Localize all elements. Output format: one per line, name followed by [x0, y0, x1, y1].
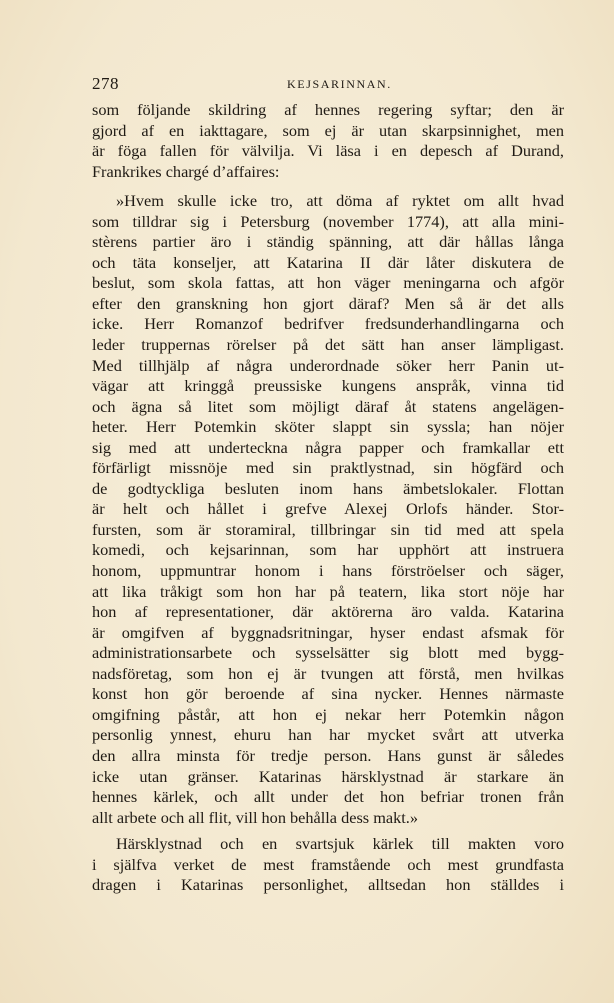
text-line: icke utan gränser. Katarinas härsklystnad är starkare än	[92, 766, 564, 786]
text-line: är helt och hållet i grefve Alexej Orlofs händer. Stor-	[92, 499, 564, 519]
text-line: dragen i Katarinas personlighet, alltsedan hon ställdes i	[92, 875, 564, 895]
text-line: administrationsarbete och sysselsätter sig blott med bygg-	[92, 643, 564, 663]
text-line: icke. Herr Romanzof bedrifver fredsunderhandlingarna och	[92, 314, 564, 334]
text-line: hon af representationer, där aktörerna äro valda. Katarina	[92, 602, 564, 622]
text-line: leder truppernas rörelser på det sätt han anser lämpligast.	[92, 335, 564, 355]
body-text	[92, 100, 564, 896]
text-line: nadsföretag, som hon ej är tvungen att förstå, men hvilkas	[92, 663, 564, 683]
text-line: den allra minsta för tredje person. Hans gunst är således	[92, 745, 564, 765]
text-line: efter den granskning hon gjort däraf? Men så är det alls	[92, 293, 564, 313]
text-line: Frankrikes chargé d’affaires:	[92, 161, 280, 181]
text-line: gjord af en iakttagare, som ej är utan skarpsinnighet, men	[92, 120, 564, 140]
text-line: hennes kärlek, och allt under det hon befriar tronen från	[92, 787, 564, 807]
paragraph-conclusion	[92, 834, 564, 896]
text-line: stèrens partier äro i ständig spänning, att där hållas långa	[92, 232, 564, 252]
text-line: heter. Herr Potemkin sköter slappt sin syssla; han nöjer	[92, 417, 564, 437]
text-line: beslut, som skola fattas, att hon väger meningarna och afgör	[92, 273, 564, 293]
text-line: som följande skildring af hennes regering syftar; den är	[92, 100, 564, 119]
text-line: fursten, som är storamiral, tillbringar sin tid med att spela	[92, 519, 564, 539]
text-line: allt arbete och all flit, vill hon behålla dess makt.»	[92, 807, 418, 827]
text-line: omgifning påstår, att hon ej nekar herr Potemkin någon	[92, 704, 564, 724]
page-number: 278	[92, 74, 119, 93]
paragraph-quote	[92, 191, 564, 828]
text-line: förfärligt missnöje med sin praktlystnad, sin högfärd och	[92, 458, 564, 478]
text-line: och ägna så litet som möjligt däraf åt statens angelägen-	[92, 396, 564, 416]
running-head: KEJSARINNAN.	[287, 77, 392, 91]
text-line: honom, uppmuntrar honom i hans förströelser och säger,	[92, 561, 564, 581]
text-line: konst hon gör beroende af sina nycker. Hennes närmaste	[92, 684, 564, 704]
text-line: vägar att kringgå preussiske kungens anspråk, vinna tid	[92, 376, 564, 396]
text-line: och täta konseljer, att Katarina II där låter diskutera de	[92, 252, 564, 272]
text-line: i själfva verket de mest framstående och mest grundfasta	[92, 854, 564, 874]
text-line: komedi, och kejsarinnan, som har upphört att instruera	[92, 540, 564, 560]
text-line: att lika tråkigt som hon har på teatern, lika stort nöje har	[92, 581, 564, 601]
page-header	[92, 74, 564, 96]
text-line: personlig ynnest, ehuru han har mycket svårt att utverka	[92, 725, 564, 745]
text-line: sig med att underteckna några papper och framkallar ett	[92, 437, 564, 457]
text-line: är föga fallen för välvilja. Vi läsa i en depesch af Durand,	[92, 141, 564, 161]
text-line: är omgifven af byggnadsritningar, hyser endast afsmak för	[92, 622, 564, 642]
text-line: Härsklystnad och en svartsjuk kärlek till makten voro	[116, 834, 564, 854]
paragraph-intro	[92, 100, 564, 182]
text-line: »Hvem skulle icke tro, att döma af ryktet om allt hvad	[116, 191, 564, 211]
text-line: de godtyckliga besluten inom hans ämbetslokaler. Flottan	[92, 478, 564, 498]
text-line: Med tillhjälp af några underordnade söker herr Panin ut-	[92, 355, 564, 375]
text-line: som tilldrar sig i Petersburg (november 1774), att alla mini-	[92, 211, 564, 231]
